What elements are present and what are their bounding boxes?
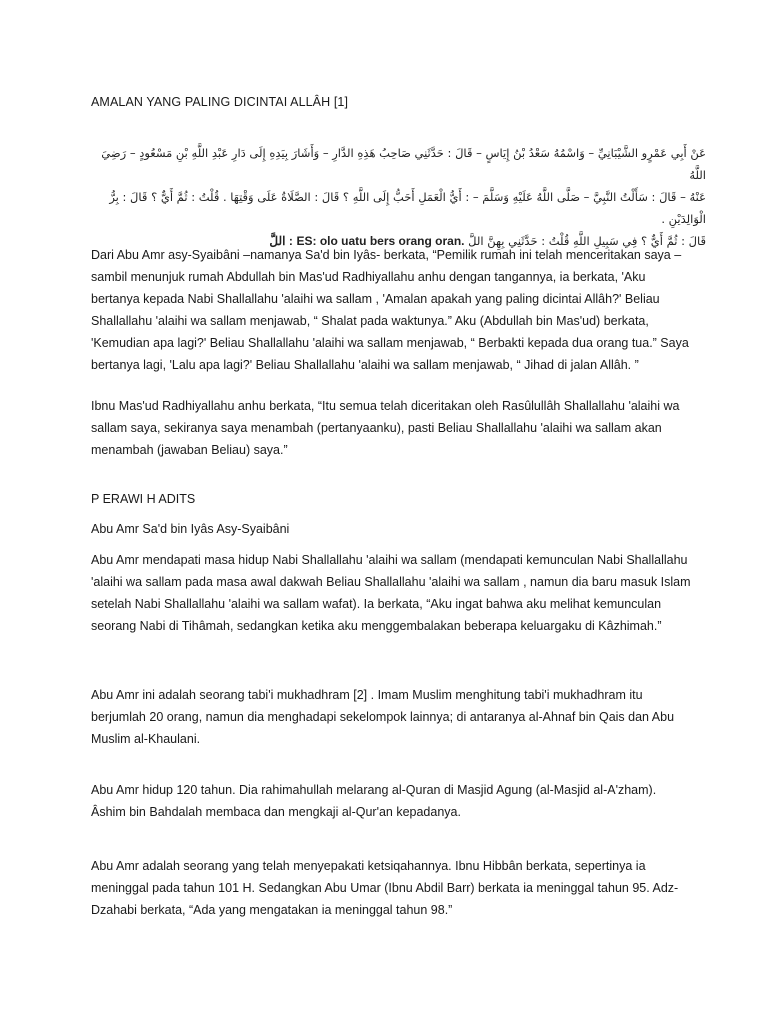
narrator-paragraph: Abu Amr mendapati masa hidup Nabi Shallallahu 'alaihi wa sallam (mendapati kemunculan Nabi Shallallahu 'alaihi wa sallam pada masa awal dakwah Beliau Shallallahu 'alaihi wa sallam , namun dia baru masuk Islam setelah Nabi Shallallahu 'alaihi wa sallam wafat). Ia berkata, “Aku ingat bahwa aku melihat kemunculan seorang Nabi di Tihâmah, sedangkan ketika aku menggembalakan beberapa keluargaku di Kâzhimah.” [91, 553, 691, 633]
narrator-name: Abu Amr Sa'd bin Iyâs Asy-Syaibâni [91, 522, 290, 536]
section-heading: P ERAWI H ADITS [91, 492, 196, 506]
narrator-paragraph: Abu Amr hidup 120 tahun. Dia rahimahullah melarang al-Quran di Masjid Agung (al-Masjid al-A'zham). Âshim bin Bahdalah membaca dan mengkaji al-Qur'an kepadanya. [91, 783, 657, 819]
arabic-hadith-text [88, 142, 706, 252]
document-title: AMALAN YANG PALING DICINTAI ALLÂH [1] [91, 95, 349, 109]
narrator-paragraph: Abu Amr ini adalah seorang tabi'i mukhadhram [2] . Imam Muslim menghitung tabi'i mukhadhram itu berjumlah 20 orang, namun dia menghadapi sekelompok lainnya; di antaranya al-Ahnaf bin Qais dan Abu Muslim al-Khaulani. [91, 688, 675, 746]
arabic-line: عَنْهُ – قَالَ : سَأَلْتُ النَّبِيَّ – صَلَّى اللَّهُ عَلَيْهِ وَسَلَّمَ – : أَيُّ الْعَمَلِ أَحَبُّ إِلَى اللَّهِ ؟ قَالَ : الصَّلَاةُ عَلَى وَقْتِهَا . قُلْتُ : ثُمَّ أَيٌّ ؟ قَالَ : بِرُّ الْوَالِدَيْنِ . [109, 190, 706, 226]
translation-paragraph: Dari Abu Amr asy-Syaibâni –namanya Sa'd bin Iyâs- berkata, “Pemilik rumah ini telah menceritakan saya –sambil menunjuk rumah Abdullah bin Mas'ud Radhiyallahu anhu dengan tangannya, ia berkata, 'Aku bertanya kepada Nabi Shallallahu 'alaihi wa sallam , 'Amalan apakah yang paling dicintai Allâh?' Beliau Shallallahu 'alaihi wa sallam menjawab, “ Shalat pada waktunya.” Aku (Abdullah bin Mas'ud) berkata, 'Kemudian apa lagi?' Beliau Shallallahu 'alaihi wa sallam menjawab, “ Berbakti kepada dua orang tua.” Saya bertanya lagi, 'Lalu apa lagi?' Beliau Shallallahu 'alaihi wa sallam menjawab, “ Jihad di jalan Allâh. ” [91, 248, 689, 372]
arabic-fragment: قَالَ : ثُمَّ أَيٌّ ؟ فِي سَبِيلِ اللَّهِ قُلْتُ : حَدَّثَنِي بِهِنَّ اللَّ [468, 234, 706, 248]
arabic-line: عَنْ أَبِي عَمْرٍو الشَّيْبَانِيِّ – وَاسْمُهُ سَعْدُ بْنُ إِيَاسٍ – قَالَ : حَدَّثَنِي صَاحِبُ هَذِهِ الدَّارِ – وَأَشَارَ بِيَدِهِ إِلَى دَارِ عَبْدِ اللَّهِ بْنِ مَسْعُودٍ – رَضِيَ اللَّهُ [101, 146, 706, 182]
commentary-paragraph: Ibnu Mas'ud Radhiyallahu anhu berkata, “Itu semua telah diceritakan oleh Rasûlullâh Shallallahu 'alaihi wa sallam saya, sekiranya saya menambah (pertanyaanku), pasti Beliau Shallallahu 'alaihi wa sallam akan menambah (jawaban Beliau) saya.” [91, 399, 680, 457]
narrator-paragraph: Abu Amr adalah seorang yang telah menyepakati ketsiqahannya. Ibnu Hibbân berkata, sepertinya ia meninggal pada tahun 101 H. Sedangkan Abu Umar (Ibnu Abdil Barr) berkata ia meninggal tahun 95. Adz-Dzahabi berkata, “Ada yang mengatakan ia meninggal tahun 98.” [91, 859, 679, 917]
arabic-fragment-tail: : اللَّ [269, 234, 293, 248]
garbled-latin-fragment: ES: olo uatu bers orang oran. [296, 234, 465, 248]
